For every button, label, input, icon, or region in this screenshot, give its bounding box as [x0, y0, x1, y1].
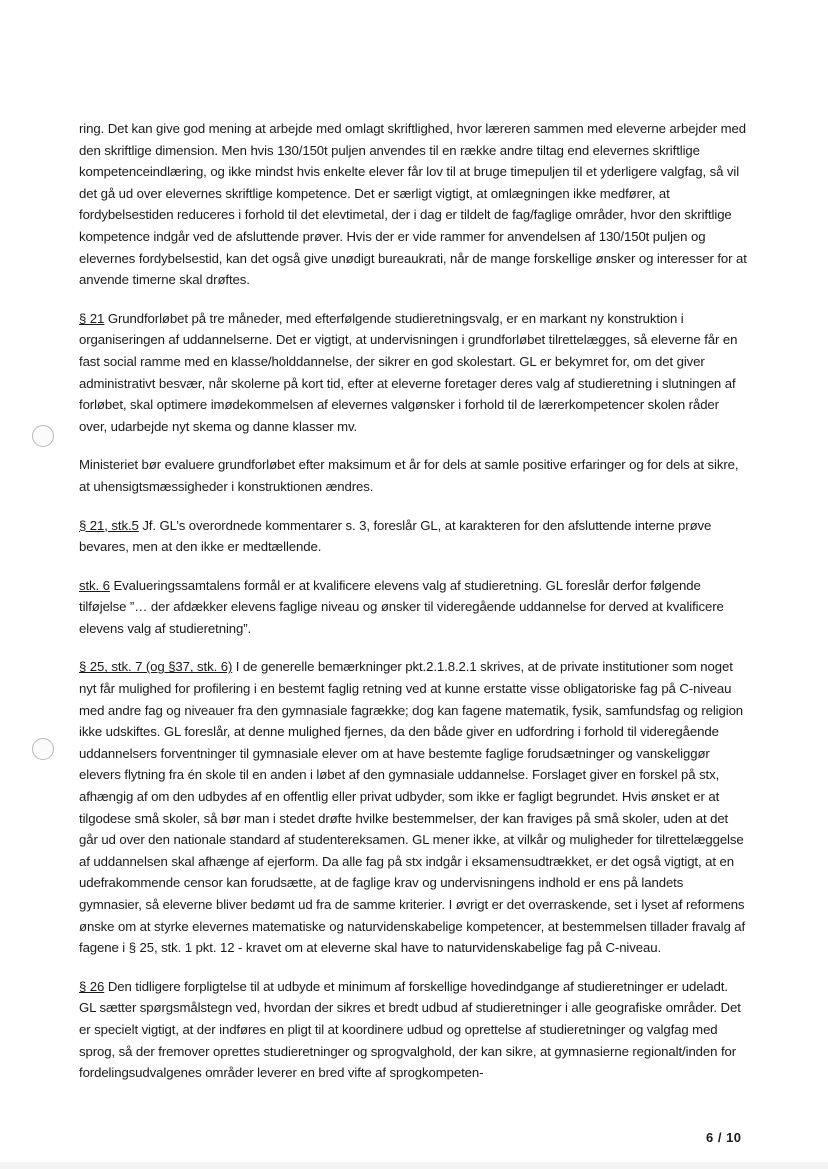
section-reference: § 21	[79, 310, 105, 326]
section-reference: stk. 6	[79, 577, 110, 593]
punch-hole	[32, 738, 54, 760]
paragraph-text: Den tidligere forpligtelse til at udbyde et minimum af forskellige hovedindgange af studieretninger er udeladt. GL sætter spørgsmålstegn ved, hvordan der sikres et bredt udbud af studieretninger i alle geografiske områder. Det er specielt vigtigt, at der indføres en pligt til at koordinere udbud og oprettelse af studieretninger og valgfag med sprog, så der fremover oprettes studieretninger og sprogvalghold, der kan sikre, at gymnasierne regionalt/inden for fordelingsudvalgenes områder leverer en bred vifte af sprogkompeten-	[79, 978, 741, 1081]
paragraph	[79, 308, 747, 438]
paragraph-text: Grundforløbet på tre måneder, med efterfølgende studieretningsvalg, er en markant ny konstruktion i organiseringen af uddannelserne. Det er vigtigt, at undervisningen i grundforløbet tilrettelægges, så eleverne får en fast social ramme med en klasse/holddannelse, der sikrer en god skolestart. GL er bekymret for, om det giver administrativt besvær, når skolerne på kort tid, efter at eleverne foretager deres valg af studieretning i slutningen af forløbet, skal optimere imødekommelsen af elevernes valgønsker i forhold til de lærerkompetencer skolen råder over, udarbejde nyt skema og danne klasser mv.	[79, 310, 738, 434]
section-reference: § 21, stk.5	[79, 517, 139, 533]
paragraph	[79, 976, 747, 1084]
paragraph	[79, 575, 747, 640]
page-number: 6 / 10	[706, 1130, 742, 1145]
paragraph	[79, 515, 747, 558]
paragraph-text: ring. Det kan give god mening at arbejde med omlagt skriftlighed, hvor læreren sammen med eleverne arbejder med den skriftlige dimension. Men hvis 130/150t puljen anvendes til en række andre tiltag end elevernes skriftlige kompetenceindlæring, og ikke mindst hvis enkelte elever får lov til at bruge timepuljen til et yderligere valgfag, så vil det gå ud over elevernes skriftlige kompetence. Det er særligt vigtigt, at omlægningen ikke medfører, at fordybelsestiden reduceres i forhold til det elevtimetal, der i dag er tildelt de fag/faglige områder, hvor den skriftlige kompetence indgår ved de afsluttende prøver. Hvis der er vide rammer for anvendelsen af 130/150t puljen og elevernes fordybelsestid, kan det også give unødigt bureaukrati, når de mange forskellige ønsker og interesser for at anvende timerne skal drøftes.	[79, 121, 747, 288]
paragraph	[79, 656, 747, 958]
paragraph	[79, 454, 747, 497]
paragraph-text: Evalueringssamtalens formål er at kvalificere elevens valg af studieretning. GL foreslår derfor følgende tilføjelse ”… der afdækker elevens faglige niveau og ønsker til videregående uddannelse for derved at kvalificere elevens valg af studieretning”.	[79, 577, 724, 636]
punch-hole	[32, 425, 54, 447]
section-reference: § 26	[79, 978, 105, 994]
paragraph-text: I de generelle bemærkninger pkt.2.1.8.2.1 skrives, at de private institutioner som noget nyt får mulighed for profilering i en bestemt faglig retning ved at kunne erstatte visse obligatoriske fag på C-niveau med andre fag og niveauer fra den gymnasiale fagrække; dog kan fagene matematik, fysik, samfundsfag og religion ikke udskiftes. GL foreslår, at denne mulighed fjernes, da den både giver en udfordring i forhold til videregående uddannelsers forventninger til gymnasiale elever om at have bestemte faglige forudsætninger og vanskeliggør elevers flytning fra én skole til en anden i løbet af den gymnasiale uddannelse. Forslaget giver en forskel på stx, afhængig af om den udbydes af en offentlig eller privat udbyder, som ikke er fagligt begrundet. Hvis ønsket er at tilgodese små skoler, så bør man i stedet drøfte hvilke bestemmelser, der kan fraviges på små skoler, uden at det går ud over den nationale standard af studentereksamen. GL mener ikke, at vilkår og muligheder for tilrettelæggelse af uddannelsen skal afhænge af ejerform. Da alle fag på stx indgår i eksamensudtrækket, er det også vigtigt, at en udefrakommende censor kan forudsætte, at de faglige krav og undervisningens indhold er ens på landets gymnasier, så eleverne bliver bedømt ud fra de samme kriterier. I øvrigt er det overraskende, set i lyset af reformens ønske om at styrke elevernes matematiske og naturvidenskabelige kompetencer, at bestemmelsen tillader fravalg af fagene i § 25, stk. 1 pkt. 12 - kravet om at eleverne skal have to naturvidenskabelige fag på C-niveau.	[79, 659, 746, 956]
paragraph	[79, 118, 747, 291]
page-bottom-edge	[0, 1162, 828, 1169]
document-body	[79, 118, 747, 1101]
paragraph-text: Ministeriet bør evaluere grundforløbet efter maksimum et år for dels at samle positive erfaringer og for dels at sikre, at uhensigtsmæssigheder i konstruktionen ændres.	[79, 457, 739, 494]
paragraph-text: Jf. GL’s overordnede kommentarer s. 3, foreslår GL, at karakteren for den afsluttende interne prøve bevares, men at den ikke er medtællende.	[79, 517, 712, 555]
section-reference: § 25, stk. 7 (og §37, stk. 6)	[79, 659, 233, 675]
